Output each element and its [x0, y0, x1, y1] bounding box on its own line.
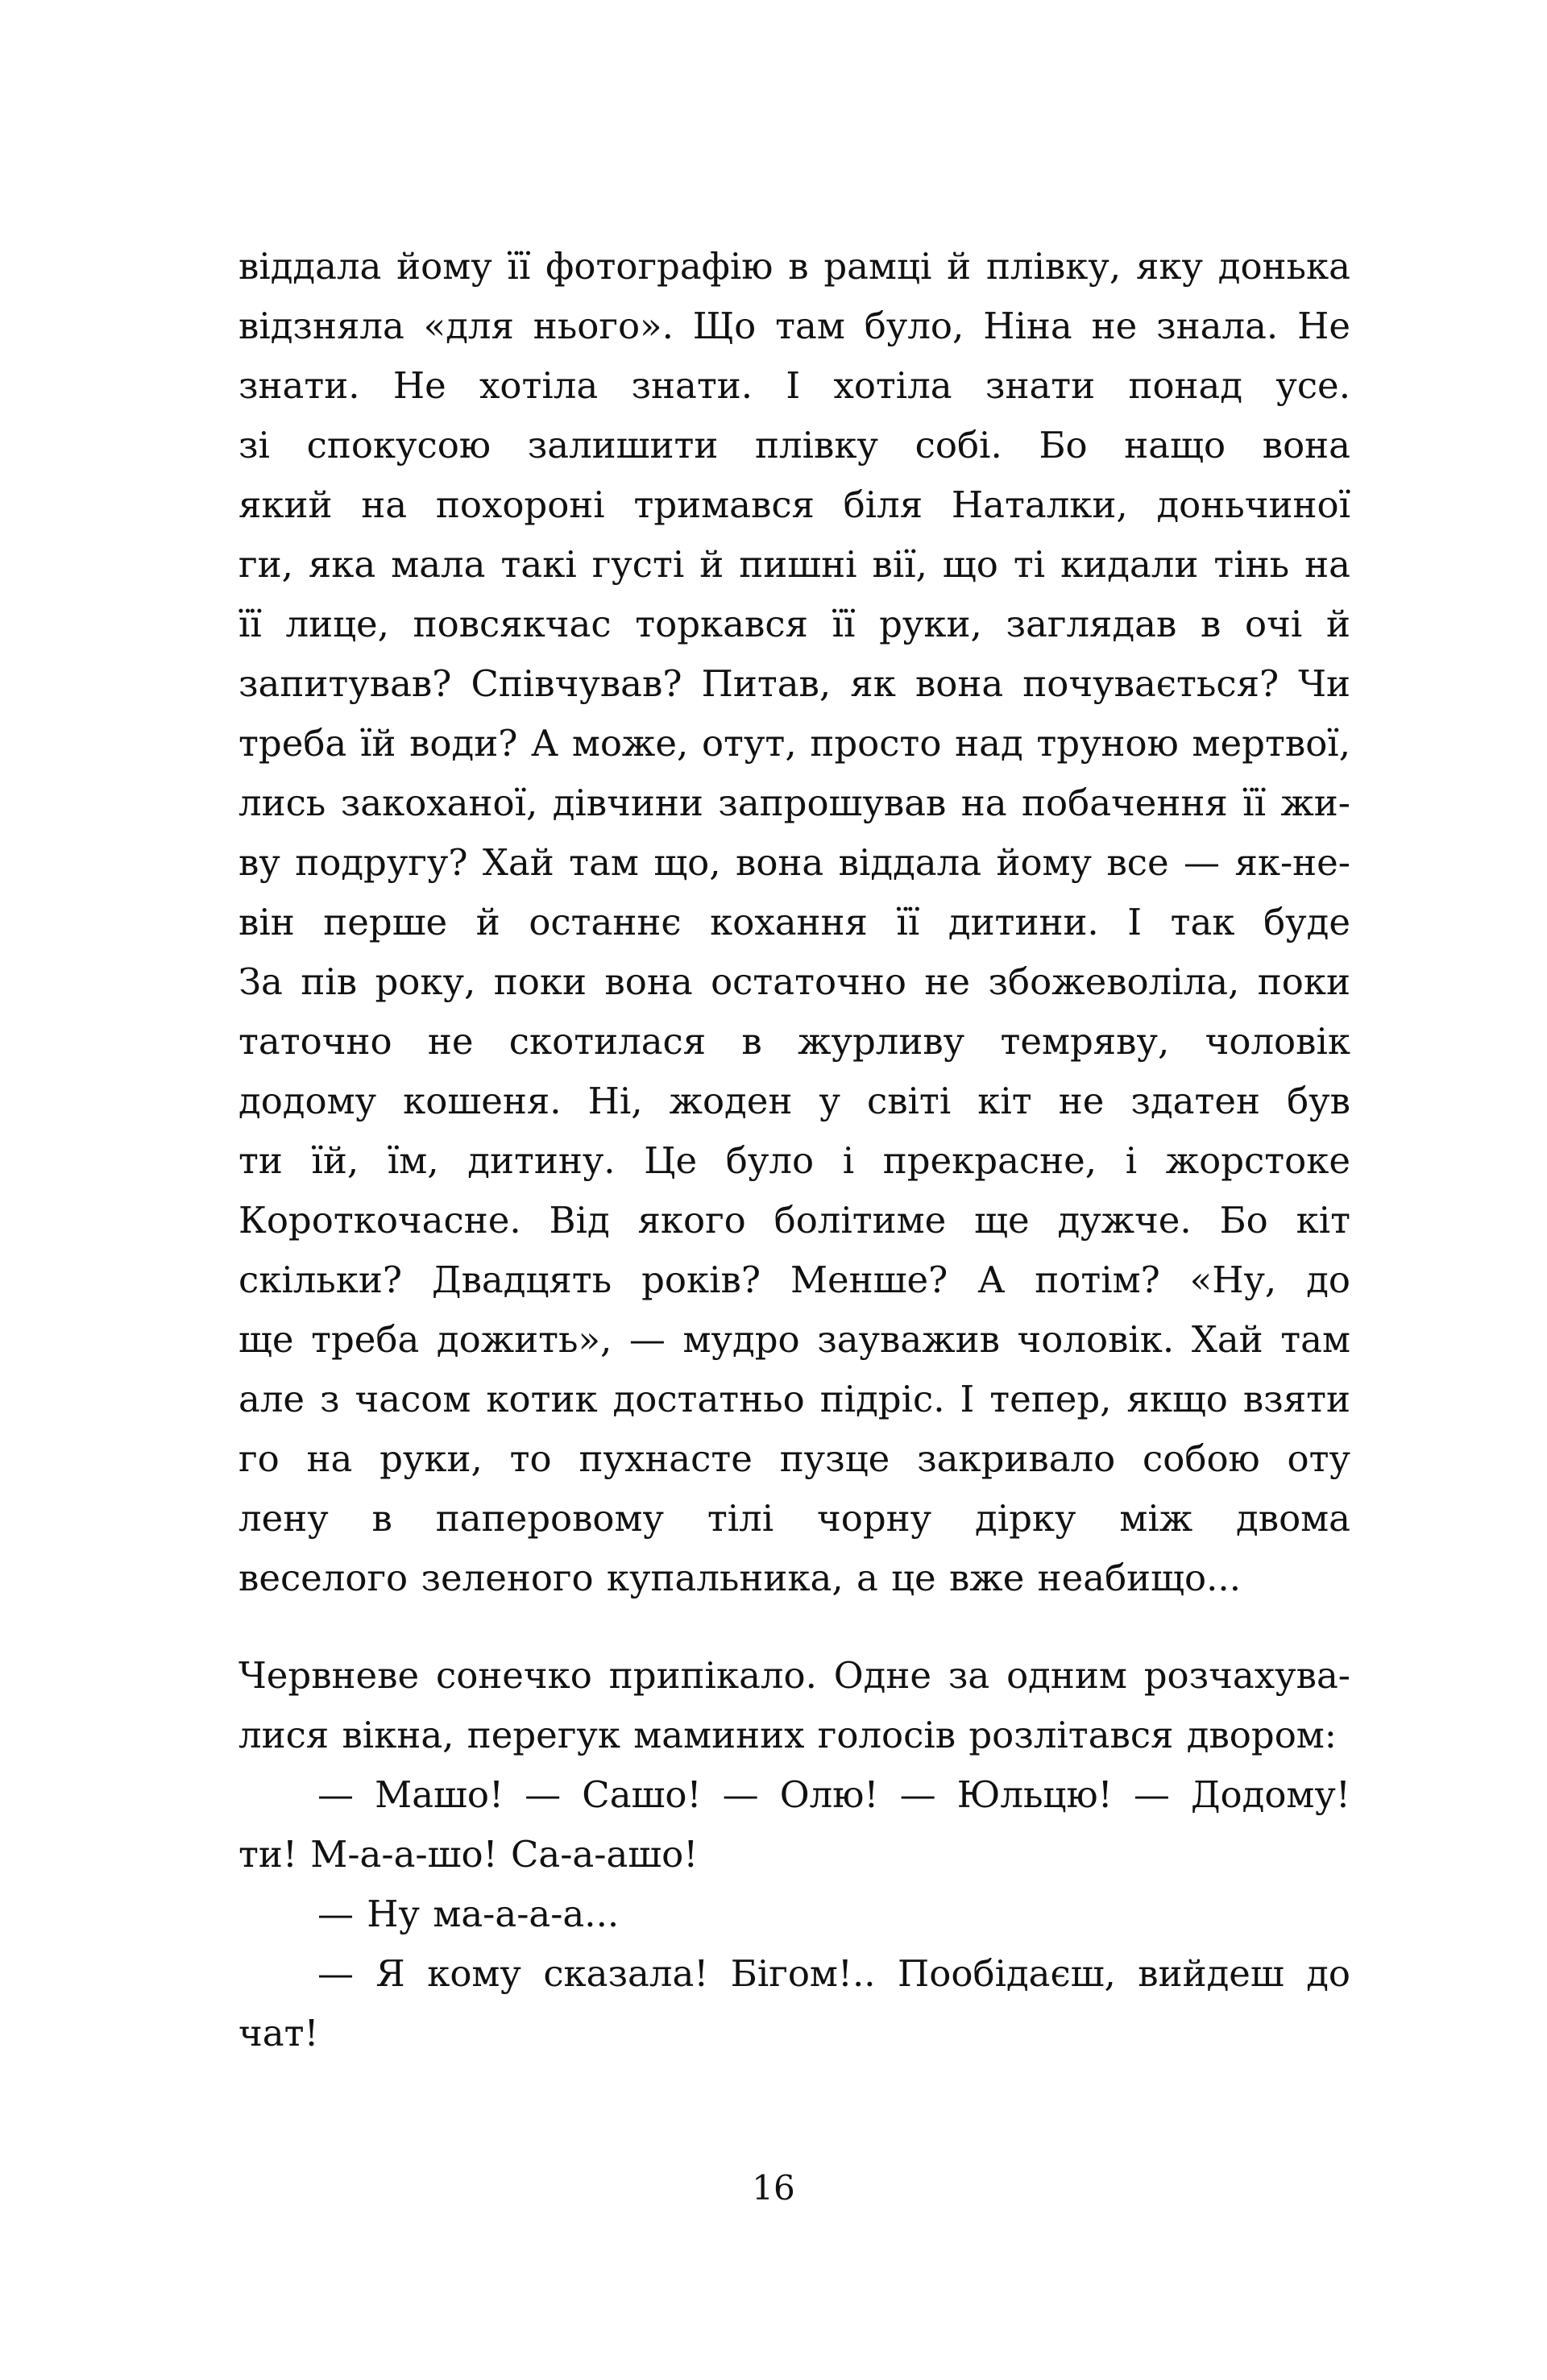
- text-line: віддала йому її фотографію в рамці й плівку, яку донька: [238, 245, 1350, 288]
- text-line: го на руки, то пухнасте пузце закривало собою оту: [238, 1437, 1350, 1480]
- paragraph-1: [238, 237, 1350, 1608]
- text-line: який на похороні тримався біля Наталки, доньчиної: [238, 483, 1350, 526]
- text-line: таточно не скотилася в журливу темряву, чоловік: [238, 1020, 1350, 1063]
- text-line: відзняла «для нього». Що там було, Ніна не знала. Не: [238, 305, 1350, 347]
- text-line: ти їй, їм, дитину. Це було і прекрасне, і жорстоке: [238, 1139, 1350, 1182]
- text-line: зі спокусою залишити плівку собі. Бо нащо вона: [238, 424, 1350, 466]
- dialogue-line: — Машо! — Сашо! — Олю! — Юльцю! — Додому!: [317, 1773, 1350, 1816]
- text-line: запитував? Співчував? Питав, як вона почувається? Чи: [238, 662, 1350, 705]
- text-line: За пів року, поки вона остаточно не збожеволіла, поки: [238, 960, 1350, 1003]
- text-line: Короткочасне. Від якого болітиме ще дужче. Бо кіт: [238, 1199, 1350, 1242]
- dialogue-line: ти! М-а-а-шо! Са-а-ашо!: [238, 1833, 699, 1876]
- text-line: веселого зеленого купальника, а це вже неабищо...: [238, 1557, 1242, 1599]
- text-line: знати. Не хотіла знати. І хотіла знати понад усе.: [238, 364, 1350, 407]
- text-line: треба їй води? А може, отут, просто над труною мертвої,: [238, 722, 1350, 765]
- text-line: він перше й останнє кохання її дитини. І так буде: [238, 901, 1350, 943]
- dialogue-line: — Ну ма-а-а-а...: [317, 1893, 620, 1935]
- text-line: додому кошеня. Ні, жоден у світі кіт не здатен був: [238, 1080, 1350, 1122]
- page-number: 16: [752, 2168, 795, 2208]
- text-line: скільки? Двадцять років? Менше? А потім? «Ну, до: [238, 1258, 1350, 1301]
- text-line: ги, яка мала такі густі й пишні вії, що ті кидали тінь на: [238, 543, 1350, 586]
- text-line: лену в паперовому тілі чорну дірку між двома: [238, 1497, 1350, 1540]
- text-line: ву подругу? Хай там що, вона віддала йому все — як-не-: [238, 841, 1350, 884]
- text-line: але з часом котик достатньо підріс. І тепер, якщо взяти: [238, 1378, 1350, 1420]
- dialogue-line: чат!: [238, 2012, 319, 2055]
- text-line: її лице, повсякчас торкався її руки, заглядав в очі й: [238, 603, 1350, 645]
- text-line: лись закоханої, дівчини запрошував на побачення її жи-: [238, 782, 1350, 824]
- text-line: Червневе сонечко припікало. Одне за одним розчахува-: [238, 1654, 1350, 1697]
- dialogue-line: — Я кому сказала! Бігом!.. Пообідаєш, вийдеш до: [317, 1952, 1350, 1995]
- text-line: лися вікна, перегук маминих голосів розлітався двором:: [238, 1714, 1337, 1756]
- paragraph-2: [238, 1646, 1350, 2063]
- text-line: ще треба дожить», — мудро зауважив чоловік. Хай там: [238, 1318, 1350, 1361]
